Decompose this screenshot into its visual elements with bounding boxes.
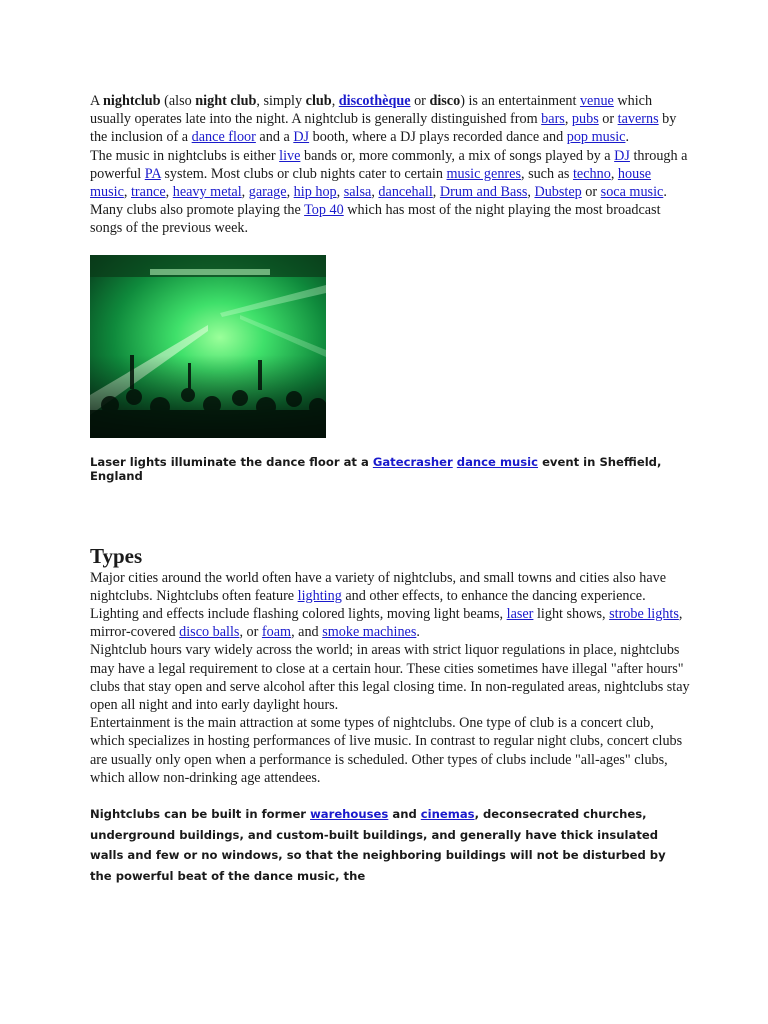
link-drum-and-bass[interactable]: Drum and Bass bbox=[439, 184, 528, 201]
text: , bbox=[331, 93, 339, 109]
text: through a powerful bbox=[90, 147, 688, 182]
link-top-40[interactable]: Top 40 bbox=[304, 202, 344, 219]
section-heading-types: Types bbox=[90, 543, 143, 568]
text: (also bbox=[160, 93, 196, 109]
article bbox=[90, 92, 690, 898]
text: , bbox=[241, 184, 249, 201]
text: . bbox=[416, 624, 420, 641]
text: A bbox=[90, 93, 104, 109]
intro-paragraph bbox=[90, 92, 690, 147]
term-club: club bbox=[305, 93, 332, 109]
types-paragraph-buildings bbox=[90, 804, 690, 886]
link-techno[interactable]: techno bbox=[572, 165, 611, 182]
link-discotheque[interactable]: discothèque bbox=[338, 93, 411, 109]
text: , mirror-covered bbox=[90, 606, 683, 641]
text: , bbox=[371, 184, 379, 201]
link-cinemas[interactable]: cinemas bbox=[420, 807, 475, 822]
link-garage[interactable]: garage bbox=[248, 184, 287, 201]
link-dj[interactable]: DJ bbox=[293, 129, 310, 146]
text: , bbox=[564, 111, 572, 128]
text: , bbox=[123, 184, 131, 201]
text: , and bbox=[291, 624, 323, 641]
link-dance-floor[interactable]: dance floor bbox=[191, 129, 256, 146]
text: The music in nightclubs is either bbox=[90, 147, 280, 164]
types-paragraph-entertainment: Entertainment is the main attraction at some types of nightclubs. One type of club is a concert club, which specializes in hosting performances of live music. In contrast to regular night clubs, concert clubs are usually only open when a performance is scheduled. Other types of clubs include "all-ages" clubs, which allow non-drinking age attendees. bbox=[90, 715, 683, 786]
text: Laser lights illuminate the dance floor at a bbox=[90, 454, 373, 469]
text: , bbox=[610, 165, 618, 182]
text: . Many clubs also promote playing the bbox=[90, 184, 667, 219]
text: and other effects, to enhance the dancing experience. Lighting and effects include flashing colored lights, moving light beams, bbox=[90, 587, 646, 623]
text: or bbox=[581, 184, 601, 201]
text: which has most of the night playing the most broadcast songs of the previous week. bbox=[90, 202, 661, 237]
link-live[interactable]: live bbox=[279, 147, 301, 164]
link-lighting[interactable]: lighting bbox=[297, 587, 342, 604]
text: , such as bbox=[520, 165, 573, 182]
link-soca-music[interactable]: soca music bbox=[600, 184, 664, 201]
link-laser[interactable]: laser bbox=[506, 606, 534, 623]
link-smoke-machines[interactable]: smoke machines bbox=[322, 624, 417, 641]
text: , bbox=[527, 184, 535, 201]
link-dubstep[interactable]: Dubstep bbox=[534, 184, 582, 201]
text: , simply bbox=[256, 93, 306, 109]
text: Major cities around the world often have a variety of nightclubs, and small towns and cities also have nightclubs. Nightclubs often feature bbox=[90, 569, 667, 604]
link-dancehall[interactable]: dancehall bbox=[378, 184, 433, 201]
text: , bbox=[286, 184, 294, 201]
types-paragraph-lighting bbox=[90, 569, 690, 642]
text: , bbox=[336, 184, 344, 201]
text: booth, where a DJ plays recorded dance and bbox=[309, 129, 567, 146]
text: . bbox=[625, 129, 629, 146]
link-hip-hop[interactable]: hip hop bbox=[293, 184, 337, 201]
link-bars[interactable]: bars bbox=[541, 111, 565, 128]
text: Nightclubs can be built in former bbox=[90, 807, 311, 822]
link-pubs[interactable]: pubs bbox=[571, 111, 599, 128]
nightclub-photo bbox=[90, 255, 326, 438]
text: bands or, more commonly, a mix of songs played by a bbox=[300, 147, 615, 164]
link-dance-music[interactable]: dance music bbox=[456, 454, 539, 469]
link-house-music[interactable]: house music bbox=[90, 165, 652, 201]
link-gatecrasher[interactable]: Gatecrasher bbox=[372, 454, 453, 469]
text: , deconsecrated churches, underground buildings, and custom-built buildings, and generally have thick insulated walls and few or no windows, so that the neighboring buildings will not be disturbed by the powerful beat of the dance music, the bbox=[90, 807, 666, 883]
types-paragraph-hours: Nightclub hours vary widely across the world; in areas with strict liquor regulations in place, nightclubs may have a legal requirement to close at a certain hour. These cities sometimes have illegal "after hours" clubs that stay open and serve alcohol after this legal closing time. In non-regulated areas, nightclubs stay open all night and into early daylight hours. bbox=[90, 642, 690, 714]
text: or bbox=[410, 93, 430, 109]
link-warehouses[interactable]: warehouses bbox=[310, 807, 389, 822]
text: which usually operates late into the night. A nightclub is generally distinguished from bbox=[90, 93, 653, 128]
text: or bbox=[598, 111, 618, 128]
text: and bbox=[388, 807, 421, 822]
link-heavy-metal[interactable]: heavy metal bbox=[172, 184, 242, 201]
link-venue[interactable]: venue bbox=[579, 93, 614, 109]
term-nightclub: nightclub bbox=[103, 93, 161, 109]
text: by the inclusion of a bbox=[90, 111, 677, 146]
text: , bbox=[165, 184, 173, 201]
music-paragraph bbox=[90, 147, 690, 238]
link-pa[interactable]: PA bbox=[144, 165, 161, 182]
image-caption bbox=[90, 455, 690, 483]
link-salsa[interactable]: salsa bbox=[343, 184, 372, 201]
term-disco: disco bbox=[429, 93, 461, 109]
text: , bbox=[432, 184, 440, 201]
link-trance[interactable]: trance bbox=[130, 184, 166, 201]
link-disco-balls[interactable]: disco balls bbox=[179, 624, 240, 641]
link-music-genres[interactable]: music genres bbox=[446, 165, 521, 182]
text: and a bbox=[255, 129, 294, 146]
text: event in Sheffield, England bbox=[90, 454, 662, 483]
text: ) is an entertainment bbox=[460, 93, 580, 109]
term-night-club: night club bbox=[195, 93, 257, 109]
link-taverns[interactable]: taverns bbox=[617, 111, 659, 128]
text: , or bbox=[239, 624, 262, 641]
link-dj[interactable]: DJ bbox=[614, 147, 630, 164]
text: light shows, bbox=[533, 606, 610, 623]
link-strobe-lights[interactable]: strobe lights bbox=[609, 606, 679, 623]
link-foam[interactable]: foam bbox=[261, 624, 292, 641]
link-pop-music[interactable]: pop music bbox=[566, 129, 626, 146]
text: system. Most clubs or club nights cater to certain bbox=[160, 165, 447, 182]
